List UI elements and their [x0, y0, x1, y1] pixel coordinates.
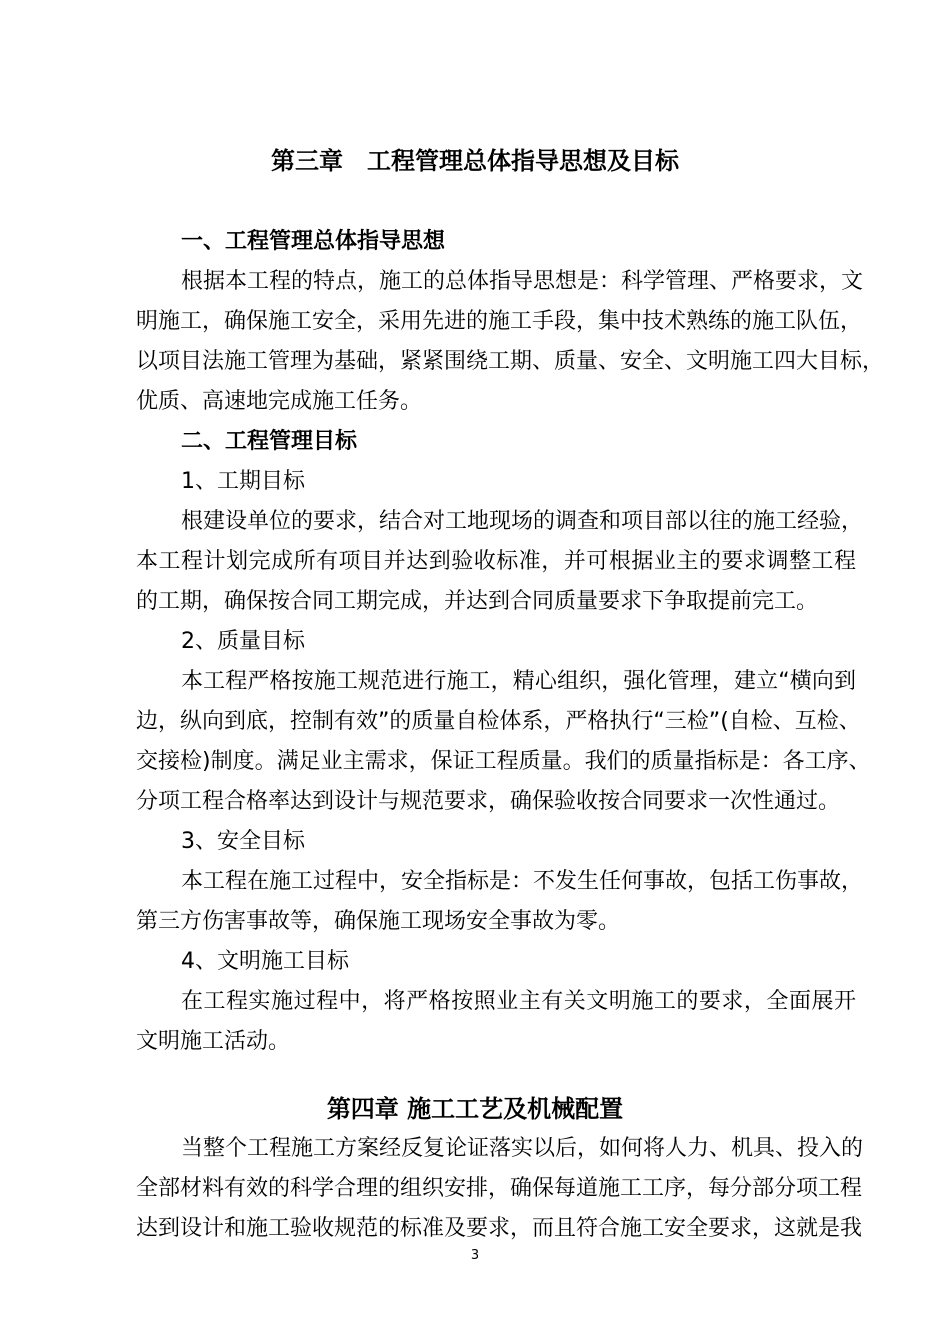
- item-3-label: 3、安全目标: [181, 829, 305, 854]
- paragraph-line: 根据本工程的特点，施工的总体指导思想是：科学管理、严格要求，文: [181, 269, 864, 294]
- paragraph-line: 在工程实施过程中，将严格按照业主有关文明施工的要求，全面展开: [181, 989, 856, 1014]
- paragraph-line: 本工程在施工过程中，安全指标是：不发生任何事故，包括工伤事故，: [181, 869, 864, 894]
- chapter-3-title: 第三章 工程管理总体指导思想及目标: [271, 147, 679, 175]
- paragraph-line: 边，纵向到底，控制有效”的质量自检体系，严格执行“三检”(自检、互检、: [136, 709, 861, 734]
- paragraph-line: 达到设计和施工验收规范的标准及要求，而且符合施工安全要求，这就是我: [136, 1216, 863, 1241]
- page-number: 3: [470, 1248, 480, 1263]
- paragraph-line: 分项工程合格率达到设计与规范要求，确保验收按合同要求一次性通过。: [136, 789, 841, 814]
- paragraph-line: 根建设单位的要求，结合对工地现场的调查和项目部以往的施工经验，: [181, 509, 864, 534]
- paragraph-line: 交接检)制度。满足业主需求，保证工程质量。我们的质量指标是：各工序、: [136, 749, 871, 774]
- paragraph-line: 当整个工程施工方案经反复论证落实以后，如何将人力、机具、投入的: [181, 1136, 864, 1161]
- paragraph-line: 本工程计划完成所有项目并达到验收标准，并可根据业主的要求调整工程: [136, 549, 856, 574]
- item-1-label: 1、工期目标: [181, 469, 305, 494]
- paragraph-line: 以项目法施工管理为基础，紧紧围绕工期、质量、安全、文明施工四大目标，: [136, 349, 885, 374]
- paragraph-line: 的工期，确保按合同工期完成，并达到合同质量要求下争取提前完工。: [136, 589, 819, 614]
- paragraph-line: 全部材料有效的科学合理的组织安排，确保每道施工工序，每分部分项工程: [136, 1176, 863, 1201]
- section-1-heading: 一、工程管理总体指导思想: [181, 229, 446, 254]
- paragraph-line: 优质、高速地完成施工任务。: [136, 389, 423, 414]
- item-4-label: 4、文明施工目标: [181, 949, 349, 974]
- section-2-heading: 二、工程管理目标: [181, 429, 358, 454]
- item-2-label: 2、质量目标: [181, 629, 305, 654]
- paragraph-line: 文明施工活动。: [136, 1029, 291, 1054]
- chapter-4-title: 第四章 施工工艺及机械配置: [326, 1095, 624, 1123]
- paragraph-line: 第三方伤害事故等，确保施工现场安全事故为零。: [136, 909, 621, 934]
- paragraph-line: 本工程严格按施工规范进行施工，精心组织，强化管理，建立“横向到: [181, 669, 856, 694]
- paragraph-line: 明施工，确保施工安全，采用先进的施工手段，集中技术熟练的施工队伍，: [136, 309, 863, 334]
